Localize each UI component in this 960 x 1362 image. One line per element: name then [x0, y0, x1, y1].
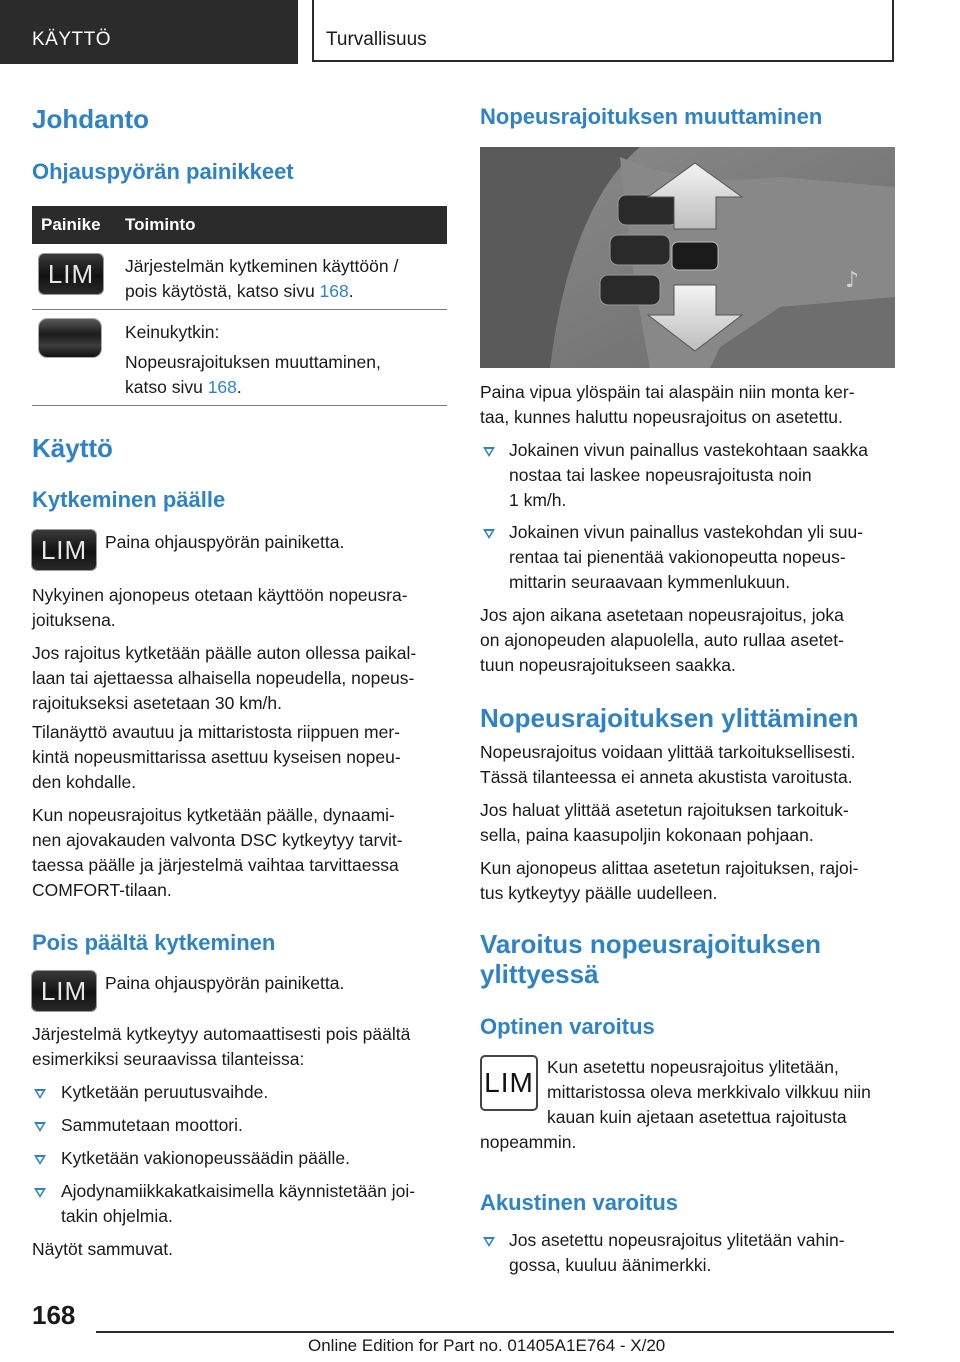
- heading-intro: Johdanto: [32, 104, 149, 134]
- paragraph-line: kauan kuin ajetaan asetettua rajoitusta: [547, 1107, 847, 1127]
- table-row2-label: Keinukytkin:: [125, 322, 220, 342]
- list-item: Kytketään peruutusvaihde.: [61, 1082, 269, 1102]
- bullet-triangle-icon: [483, 1237, 495, 1247]
- list-item: Kytketään vakionopeussäädin päälle.: [61, 1148, 350, 1168]
- bullet-triangle-icon: [34, 1155, 46, 1165]
- bullet-triangle-icon: [483, 529, 495, 539]
- bullet-triangle-icon: [34, 1089, 46, 1099]
- bullet-triangle-icon: [34, 1122, 46, 1132]
- page-link-168[interactable]: 168: [207, 377, 237, 397]
- list-item: nostaa tai laskee nopeusrajoitusta noin: [509, 465, 812, 485]
- heading-warning-line2: ylittyessä: [480, 959, 599, 989]
- paragraph-line: Nopeusrajoitus voidaan ylittää tarkoituksellisesti.: [480, 742, 856, 762]
- paragraph-line: Paina vipua ylöspäin tai alaspäin niin monta ker‐: [480, 382, 855, 402]
- paragraph-line: mittaristossa oleva merkkivalo vilkkuu niin: [547, 1082, 871, 1102]
- table-row1-text-b: pois käytöstä, katso sivu 168.: [125, 281, 354, 301]
- header-section-label: KÄYTTÖ: [32, 29, 112, 50]
- heading-optical-warning: Optinen varoitus: [480, 1014, 655, 1039]
- paragraph-line: Jos ajon aikana asetetaan nopeusrajoitus, joka: [480, 605, 844, 625]
- rocker-switch-icon: [39, 319, 101, 357]
- heading-switch-off: Pois päältä kytkeminen: [32, 930, 276, 955]
- heading-exceed: Nopeusrajoituksen ylittäminen: [480, 703, 859, 733]
- paragraph-line: tuun nopeusrajoitukseen saakka.: [480, 655, 736, 675]
- paragraph-line: COMFORT-tilaan.: [32, 880, 172, 900]
- list-item: mittarin seuraavaan kymmenlukuun.: [509, 572, 791, 592]
- lim-button-icon: LIM: [32, 530, 96, 570]
- paragraph-line: laan tai ajettaessa alhaisella nopeudella, nopeus‐: [32, 668, 415, 688]
- header-section-tab: [0, 0, 298, 64]
- list-item: Sammutetaan moottori.: [61, 1115, 243, 1135]
- paragraph-line: Nykyinen ajonopeus otetaan käyttöön nopeusra‐: [32, 585, 408, 605]
- table-row2-text-b: katso sivu 168.: [125, 377, 242, 397]
- lim-button-icon: LIM: [32, 971, 96, 1011]
- footer-divider: [96, 1331, 894, 1333]
- bullet-triangle-icon: [483, 447, 495, 457]
- page-link-168[interactable]: 168: [319, 281, 349, 301]
- paragraph-line: Kun nopeusrajoitus kytketään päälle, dynaami‐: [32, 805, 395, 825]
- paragraph-line: nen ajovakauden valvonta DSC kytkeytyy tarvit‐: [32, 830, 403, 850]
- switch-on-text: Paina ohjauspyörän painiketta.: [105, 532, 345, 552]
- table-row-divider: [32, 309, 447, 310]
- paragraph-line: Kun asetettu nopeusrajoitus ylitetään,: [547, 1057, 839, 1077]
- paragraph-line: on ajonopeuden alapuolella, auto rullaa asetet‐: [480, 630, 844, 650]
- paragraph-line: sella, paina kaasupoljin kokonaan pohjaan.: [480, 825, 814, 845]
- list-item: Jokainen vivun painallus vastekohtaan saakka: [509, 440, 868, 460]
- list-item: takin ohjelmia.: [61, 1206, 173, 1226]
- steering-wheel-rocker-illustration: [480, 147, 895, 368]
- paragraph-line: taessa päälle ja järjestelmä vaihtaa tarvittaessa: [32, 855, 399, 875]
- list-item: gossa, kuuluu äänimerkki.: [509, 1255, 712, 1275]
- table-bottom-divider: [32, 405, 447, 406]
- list-item: Ajodynamiikkakatkaisimella käynnistetään joi‐: [61, 1181, 416, 1201]
- bullet-triangle-icon: [34, 1188, 46, 1198]
- edition-text: Online Edition for Part no. 01405A1E764 - X/20: [308, 1336, 666, 1355]
- paragraph-line: Jos haluat ylittää asetetun rajoituksen tarkoituk‐: [480, 800, 849, 820]
- heading-use: Käyttö: [32, 433, 113, 463]
- paragraph-line: Jos rajoitus kytketään päälle auton ollessa paikal‐: [32, 643, 417, 663]
- list-item: 1 km/h.: [509, 490, 567, 510]
- paragraph-line: Tässä tilanteessa ei anneta akustista varoitusta.: [480, 767, 853, 787]
- paragraph-line: rajoitukseksi asetetaan 30 km/h.: [32, 693, 282, 713]
- header-chapter-tab: [312, 0, 894, 62]
- table-header: [32, 206, 447, 244]
- heading-warning-line1: Varoitus nopeusrajoituksen: [480, 929, 821, 959]
- lim-indicator-icon: LIM: [482, 1057, 536, 1109]
- paragraph-line: taa, kunnes haluttu nopeusrajoitus on asetettu.: [480, 407, 843, 427]
- table-row1-text-a: Järjestelmän kytkeminen käyttöön /: [125, 256, 399, 276]
- steering-wheel-photo: [480, 147, 895, 368]
- list-item: Jokainen vivun painallus vastekohdan yli suu‐: [509, 522, 864, 542]
- paragraph-line: Näytöt sammuvat.: [32, 1239, 174, 1259]
- paragraph-line: nopeammin.: [480, 1132, 577, 1152]
- paragraph-line: Järjestelmä kytkeytyy automaattisesti pois päältä: [32, 1024, 411, 1044]
- table-col-button: Painike: [41, 215, 101, 234]
- list-item: Jos asetettu nopeusrajoitus ylitetään vahin‐: [509, 1230, 845, 1250]
- heading-acoustic-warning: Akustinen varoitus: [480, 1190, 679, 1215]
- heading-change-limit: Nopeusrajoituksen muuttaminen: [480, 104, 823, 129]
- table-col-function: Toiminto: [125, 215, 196, 234]
- paragraph-line: esimerkiksi seuraavissa tilanteissa:: [32, 1049, 305, 1069]
- heading-switch-on: Kytkeminen päälle: [32, 487, 226, 512]
- svg-text:♪: ♪: [845, 268, 860, 293]
- paragraph-line: den kohdalle.: [32, 772, 137, 792]
- paragraph-line: kintä nopeusmittarissa asettuu kyseisen nopeu‐: [32, 747, 401, 767]
- paragraph-line: Tilanäyttö avautuu ja mittaristosta riippuen mer‐: [32, 722, 400, 742]
- header-chapter-label: Turvallisuus: [326, 29, 427, 50]
- list-item: rentaa tai pienentää vakionopeutta nopeus‐: [509, 547, 846, 567]
- switch-off-text: Paina ohjauspyörän painiketta.: [105, 973, 345, 993]
- paragraph-line: joituksena.: [32, 610, 116, 630]
- page-number: 168: [32, 1300, 76, 1330]
- lim-button-icon: LIM: [39, 254, 103, 294]
- heading-steering-buttons: Ohjauspyörän painikkeet: [32, 159, 294, 184]
- paragraph-line: Kun ajonopeus alittaa asetetun rajoituksen, rajoi‐: [480, 858, 859, 878]
- paragraph-line: tus kytkeytyy päälle uudelleen.: [480, 883, 718, 903]
- table-row2-text-a: Nopeusrajoituksen muuttaminen,: [125, 352, 381, 372]
